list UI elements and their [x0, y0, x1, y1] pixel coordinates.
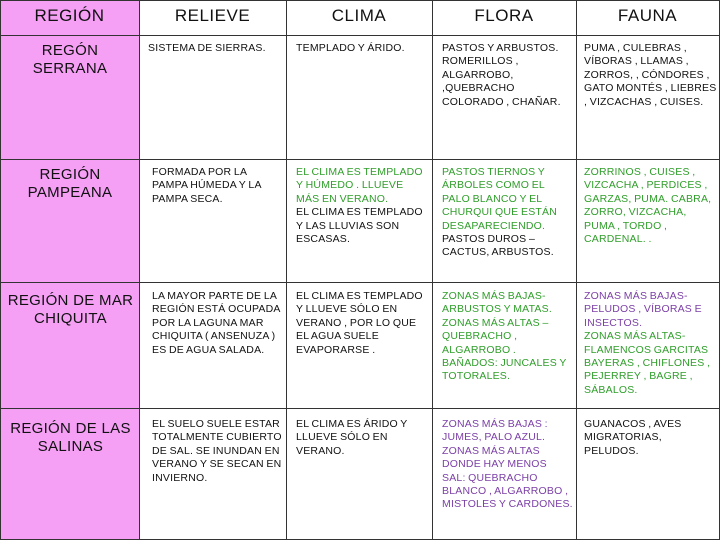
- relieve-text: EL SUELO SUELE ESTAR TOTALMENTE CUBIERTO DE SAL. SE INUNDAN EN VERANO Y SE SECAN EN INVIERNO.: [152, 418, 282, 484]
- region-column-highlight: [0, 0, 139, 540]
- relieve-cell: [152, 418, 284, 485]
- clima-cell: [296, 42, 428, 55]
- clima-text: EL CLIMA ES TEMPLADO Y LLUEVE SÓLO EN VERANO , POR LO QUE EL AGUA SUELE EVAPORARSE .: [296, 290, 423, 356]
- flora-text: BAÑADOS: JUNCALES Y TOTORALES.: [442, 357, 567, 383]
- grid-line: [139, 0, 140, 540]
- flora-cell: [442, 166, 573, 260]
- relieve-text: LA MAYOR PARTE DE LA REGIÓN ESTÁ OCUPADA POR LA LAGUNA MAR CHIQUITA ( ANSENUZA ) ES DE AGUA SALADA.: [152, 290, 281, 356]
- grid-line: [286, 0, 287, 540]
- flora-text: PASTOS DUROS – CACTUS, ARBUSTOS.: [442, 233, 554, 259]
- flora-text: ZONAS MÁS ALTAS DONDE HAY MENOS SAL: QUEBRACHO BLANCO , ALGARROBO , MISTOLES Y CARDONES.: [442, 444, 573, 511]
- relieve-cell: [152, 290, 284, 357]
- region-name: REGIÓN PAMPEANA: [27, 166, 113, 201]
- grid-line: [0, 159, 720, 160]
- header-flora: FLORA: [474, 6, 534, 25]
- grid-line: [432, 0, 433, 540]
- relieve-cell: [152, 166, 282, 206]
- flora-text: ZONAS MÁS ALTAS – QUEBRACHO , ALGARROBO .: [442, 316, 549, 356]
- region-name: REGIÓN DE MAR CHIQUITA: [7, 292, 134, 327]
- fauna-text: PUMA , CULEBRAS , VÍBORAS , LLAMAS , ZORROS, , CÓNDORES , GATO MONTÉS , LIEBRES , VIZCACHAS , CUISES.: [584, 42, 717, 108]
- flora-text: ZONAS MÁS BAJAS-ARBUSTOS Y MATAS.: [442, 290, 552, 316]
- region-name: REGÓN SERRANA: [32, 42, 108, 77]
- grid-line: [0, 0, 720, 1]
- flora-cell: [442, 42, 573, 109]
- fauna-text: ZONAS MÁS BAJAS-PELUDOS , VÍBORAS E INSECTOS.: [584, 290, 702, 329]
- clima-cell: [296, 166, 428, 246]
- fauna-text: ZORRINOS , CUISES , VIZCACHA , PERDICES , GARZAS, PUMA. CABRA, ZORRO, VIZCACHA, PUMA , TORDO , CARDENAL. .: [584, 166, 712, 246]
- fauna-cell: [584, 166, 717, 246]
- fauna-text: GUANACOS , AVES MIGRATORIAS, PELUDOS.: [584, 418, 682, 457]
- flora-cell: [442, 418, 573, 512]
- grid-line: [0, 35, 720, 36]
- clima-text: EL CLIMA ES TEMPLADO Y HÚMEDO . LLUEVE MÁS EN VERANO.: [296, 166, 423, 205]
- grid-line: [0, 0, 1, 540]
- flora-text: ZONAS MÁS BAJAS : JUMES, PALO AZUL.: [442, 418, 548, 444]
- grid-line: [576, 0, 577, 540]
- grid-line: [0, 408, 720, 409]
- fauna-cell: [584, 42, 717, 109]
- fauna-cell: [584, 290, 717, 397]
- flora-text: PASTOS TIERNOS Y ÁRBOLES COMO EL PALO BLANCO Y EL CHURQUI QUE ESTÁN DESAPARECIENDO.: [442, 166, 557, 232]
- flora-cell: [442, 290, 573, 384]
- flora-text: PASTOS Y ARBUSTOS. ROMERILLOS , ALGARROBO, ,QUEBRACHO COLORADO , CHAÑAR.: [442, 42, 561, 108]
- relieve-text: SISTEMA DE SIERRAS.: [148, 42, 266, 54]
- clima-cell: [296, 290, 428, 357]
- fauna-cell: [584, 418, 717, 458]
- clima-text: TEMPLADO Y ÁRIDO.: [296, 42, 405, 54]
- header-fauna: FAUNA: [617, 6, 678, 25]
- header-region: REGIÓN: [34, 6, 105, 25]
- clima-cell: [296, 418, 428, 458]
- header-relieve: RELIEVE: [174, 6, 251, 25]
- relieve-cell: [148, 42, 282, 55]
- clima-text: EL CLIMA ES ÁRIDO Y LLUEVE SÓLO EN VERANO.: [296, 418, 408, 457]
- relieve-text: FORMADA POR LA PAMPA HÚMEDA Y LA PAMPA SECA.: [152, 166, 262, 205]
- header-clima: CLIMA: [331, 6, 387, 25]
- region-name: REGIÓN DE LAS SALINAS: [10, 420, 131, 455]
- grid-line: [0, 282, 720, 283]
- fauna-text: ZONAS MÁS ALTAS-FLAMENCOS GARCITAS BAYERAS , CHIFLONES , PEJERREY , BAGRE , SÁBALOS.: [584, 330, 711, 396]
- clima-text: EL CLIMA ES TEMPLADO Y LAS LLUVIAS SON ESCASAS.: [296, 206, 423, 246]
